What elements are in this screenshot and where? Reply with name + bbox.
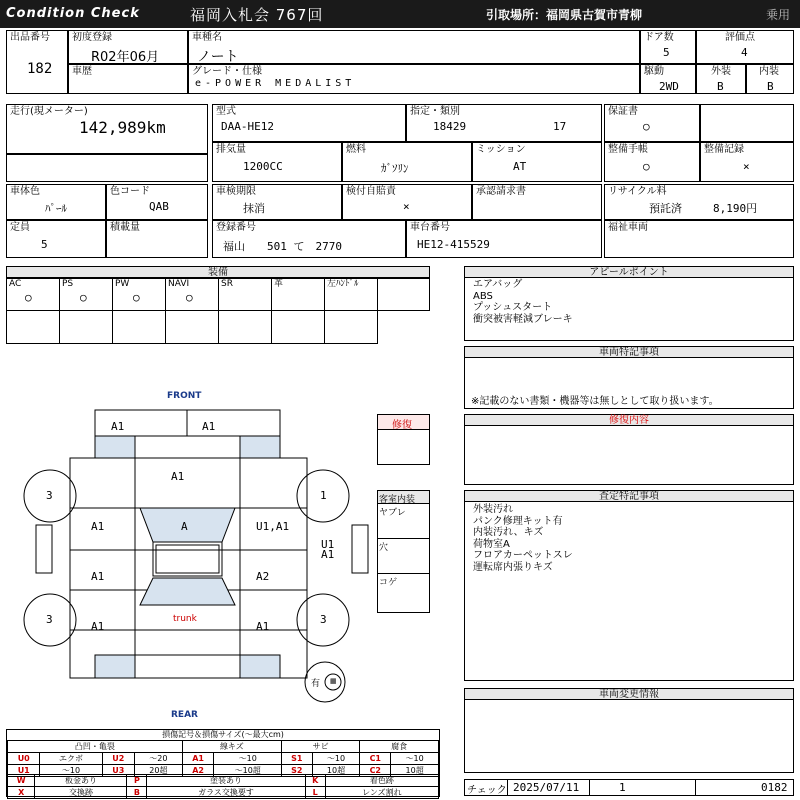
legend-meaning: 塗装あり [147,775,305,787]
mark-door-rr: A2 [256,570,270,583]
manual-label: 整備手帳 [608,144,648,155]
equip-cell-r2c2 [59,310,113,344]
score-box [696,30,794,64]
mission-value: AT [513,160,527,173]
mark-tire-rl: 3 [46,613,53,626]
type-value: DAA-HE12 [221,120,274,133]
legend-code: S1 [282,753,313,765]
history-box [68,64,188,94]
approval-box [472,184,602,220]
equip-cell-r2c3 [112,310,166,344]
inspection-label: 車検期限 [216,186,256,197]
equip-label-sr: SR [221,279,233,289]
legend-table-2 [7,774,439,799]
score-value: 4 [741,46,748,59]
legend-meaning: 交換跡 [35,787,127,799]
legend-size: ～20 [135,753,183,765]
mark-rear-left: A1 [91,620,105,633]
insurance-box [342,184,472,220]
load-box [106,220,208,258]
equip-cell-r2c5 [218,310,272,344]
repair-label: 修復 [392,420,412,431]
equip-cell-leather [271,278,325,311]
legend-code: U3 [102,765,134,777]
designation-value: 18429 [433,120,467,133]
equip-cell-r2c1 [6,310,60,344]
legend-size: ～10 [391,753,439,765]
legend-meaning: 板金あり [35,775,127,787]
drive-value: 2WD [659,80,679,93]
mark-tire-fl: 3 [46,489,53,502]
changes-panel [464,699,794,773]
legend-code: W [8,775,35,787]
check-divider [695,780,696,795]
equipment-grid [6,278,430,344]
spare-tire-label: 有 [311,679,321,689]
legend-table [7,740,439,777]
equip-cell-pw [112,278,166,311]
mileage-label: 走行(現メーター) [10,106,88,117]
mileage-extra-box [6,154,208,182]
mark-rear-right: A1 [256,620,270,633]
lot-number: 182 [27,61,53,77]
interior-tear-box [377,503,430,539]
plate-value: 福山 501 て 2770 [223,240,342,253]
header-bar [0,0,800,28]
equip-cell-navi [165,278,219,311]
legend-size: ～10超 [214,765,282,777]
sheet-title: Condition Check [6,6,140,21]
chassis-box [406,220,602,258]
equip-cell-ac [6,278,60,311]
check-number: 1 [619,781,626,794]
special-notes-footer: ※記載のない書類・機器等は無しとして取り扱います。 [471,396,719,407]
welfare-box [604,220,794,258]
mark-tire-rr: 3 [320,613,327,626]
repair-box-header [377,414,430,430]
equip-cell-r2c6 [271,310,325,344]
classification-value: 17 [553,120,567,133]
mark-hood: A1 [171,470,185,483]
equip-cell-r2c7 [324,310,378,344]
welfare-label: 福祉車両 [608,222,648,233]
legend-size: ～10 [214,753,282,765]
insurance-value: × [403,200,410,213]
legend-code: U0 [8,753,40,765]
first-reg-value: R02年06月 [91,50,160,65]
type-box [212,104,406,142]
legend-h1: 凸凹・亀裂 [8,741,183,753]
auction-name: 福岡入札会 767回 [190,6,324,24]
mission-label: ミッション [476,144,526,155]
displacement-value: 1200CC [243,160,283,173]
designation-box [406,104,602,142]
manual-box [604,142,700,182]
designation-label: 指定・類別 [410,106,460,117]
legend-meaning: ガラス交換要す [147,787,305,799]
color-label: 車体色 [10,186,40,197]
legend-meaning: 着色跡 [325,775,438,787]
equip-label-lhd: 左ﾊﾝﾄﾞﾙ [327,279,359,289]
model-name: ノート [197,49,239,65]
mark-front-left: A1 [111,420,125,433]
legend-row-1 [8,753,439,765]
legend-size: ～10 [40,765,102,777]
color-code-box [106,184,208,220]
appeal-panel [464,277,794,341]
equip-label-ps: PS [62,279,74,289]
displacement-label: 排気量 [216,144,246,155]
legend-size: 20超 [135,765,183,777]
equip-cell-lhd [324,278,378,311]
mileage-value: 142,989km [79,118,166,137]
legend-code: C2 [360,765,391,777]
drive-box [640,64,696,94]
warranty-label: 保証書 [608,106,638,117]
recycle-label: リサイクル料 [608,186,667,197]
mark-fender-left: A1 [91,520,105,533]
capacity-value: 5 [41,238,48,251]
interior-damage-label: 客室内装 [379,495,416,505]
equip-cell-r2c4 [165,310,219,344]
grade-value: e-POWER MEDALIST [195,78,356,89]
exterior-box [696,64,746,94]
model-label: 車種名 [192,32,222,43]
approval-label: 承認請求書 [476,186,526,197]
equipment-title: 装備 [6,266,430,278]
legend-code: X [8,787,35,799]
repair-content-title: 修復内容 [464,414,794,426]
doors-label: ドア数 [644,32,674,43]
mark-front-right: A1 [202,420,216,433]
warranty-extra-box [700,104,794,142]
exterior-grade: B [717,80,724,93]
mission-box [472,142,602,182]
first-reg-box [68,30,188,64]
legend-code: K [305,775,325,787]
legend-size: ～10 [312,753,360,765]
recycle-fee: 8,190円 [713,202,758,215]
record-box [700,142,794,182]
color-code-value: QAB [149,200,169,213]
score-label: 評価点 [725,32,755,43]
warranty-box [604,104,700,142]
legend-code: S2 [282,765,313,777]
fuel-label: 燃料 [346,144,366,155]
legend-code: U1 [8,765,40,777]
legend-h2: 線キズ [182,741,281,753]
legend-code: L [305,787,325,799]
grade-box [188,64,640,94]
repair-content-panel [464,425,794,485]
exterior-label: 外装 [711,66,731,77]
check-date: 2025/07/11 [513,781,580,794]
mileage-box [6,104,208,154]
legend-code: B [127,787,147,799]
front-label: FRONT [167,391,202,401]
record-value: × [743,160,750,173]
assessment-panel [464,501,794,681]
load-label: 積載量 [110,222,140,233]
interior-tear-label: ヤブレ [379,508,406,518]
recycle-box [604,184,794,220]
equip-mark-ps: ○ [80,291,87,304]
plate-label: 登録番号 [216,222,256,233]
chassis-value: HE12-415529 [417,238,490,251]
equip-mark-navi: ○ [186,291,193,304]
check-divider [507,780,508,795]
plate-box [212,220,406,258]
legend-code: U2 [102,753,134,765]
equip-label-navi: NAVI [168,279,190,289]
mark-side-right: U1 A1 [321,538,335,561]
warranty-value: ○ [643,120,650,133]
damage-legend [6,729,440,797]
assessment-text: 外装汚れ パンク修理キット有 内装汚れ、キズ 荷物室A フロアカーペットスレ 運転席内張りキズ [473,504,573,573]
legend-size: 10超 [312,765,360,777]
check-divider [589,780,590,795]
trunk-label: trunk [173,614,197,624]
interior-burn-box [377,573,430,613]
interior-hole-box [377,538,430,574]
legend-h4: 腐食 [360,741,439,753]
doors-value: 5 [663,46,670,59]
fuel-value: ｶﾞｿﾘﾝ [381,162,409,175]
color-code-label: 色コード [110,186,150,197]
inspection-box [212,184,342,220]
color-box [6,184,106,220]
changes-title: 車両変更情報 [464,688,794,700]
equip-label-leather: 革 [274,279,284,289]
equip-label-pw: PW [115,279,130,289]
fuel-box [342,142,472,182]
record-label: 整備記録 [704,144,744,155]
interior-burn-label: コゲ [379,578,398,588]
repair-box [377,429,430,465]
manual-value: ○ [643,160,650,173]
legend-code: C1 [360,753,391,765]
interior-grade: B [767,80,774,93]
legend-code: A2 [182,765,214,777]
doors-box [640,30,696,64]
recycle-status: 預託済 [649,202,682,215]
legend-row-4 [8,787,439,799]
grade-label: グレード・仕様 [192,66,262,77]
interior-hole-label: 穴 [379,543,389,553]
check-label: チェック [467,785,507,796]
rear-label: REAR [171,710,198,720]
lot-label: 出品番号 [10,32,50,43]
check-footer [464,779,794,796]
legend-code: P [127,775,147,787]
legend-h3: サビ [282,741,360,753]
color-value: ﾊﾟｰﾙ [45,202,67,215]
legend-meaning: レンズ割れ [325,787,438,799]
pickup-location: 引取場所：福岡県古賀市青柳 [486,8,643,22]
appeal-text: エアバッグ ABS プッシュスタート 衝突被害軽減ブレーキ [473,279,573,325]
interior-box [746,64,794,94]
vehicle-category: 乗用 [766,8,791,22]
special-notes-panel [464,357,794,409]
capacity-box [6,220,106,258]
drive-label: 駆動 [644,66,664,77]
history-label: 車歴 [72,66,92,77]
legend-size: 10超 [391,765,439,777]
interior-label: 内装 [759,66,779,77]
legend-size: エクボ [40,753,102,765]
check-code: 0182 [761,781,788,794]
lot-box [6,30,68,94]
interior-damage-header [377,490,430,504]
equip-cell-ps [59,278,113,311]
first-reg-label: 初度登録 [72,32,112,43]
mark-door-fl: A1 [91,570,105,583]
insurance-label: 検付自賠責 [346,186,396,197]
displacement-box [212,142,342,182]
legend-row-3 [8,775,439,787]
legend-title: 損傷記号＆損傷サイズ(～最大cm) [162,730,284,739]
assessment-title: 査定特記事項 [464,490,794,502]
special-notes-title: 車両特記事項 [464,346,794,358]
inspection-value: 抹消 [243,202,265,215]
model-box [188,30,640,64]
mark-tire-fr: 1 [320,489,327,502]
legend-header-row [8,741,439,753]
equip-mark-pw: ○ [133,291,140,304]
equip-cell-extra1 [377,278,430,311]
chassis-label: 車台番号 [410,222,450,233]
mark-fender-right: U1,A1 [256,520,290,533]
legend-code: A1 [182,753,214,765]
equip-cell-sr [218,278,272,311]
spare-tire-icon: ▦ [330,677,337,685]
mark-windshield: A [181,520,188,533]
equip-mark-ac: ○ [25,291,32,304]
type-label: 型式 [216,106,236,117]
appeal-title: アピールポイント [464,266,794,278]
capacity-label: 定員 [10,222,30,233]
equip-label-ac: AC [9,279,22,289]
